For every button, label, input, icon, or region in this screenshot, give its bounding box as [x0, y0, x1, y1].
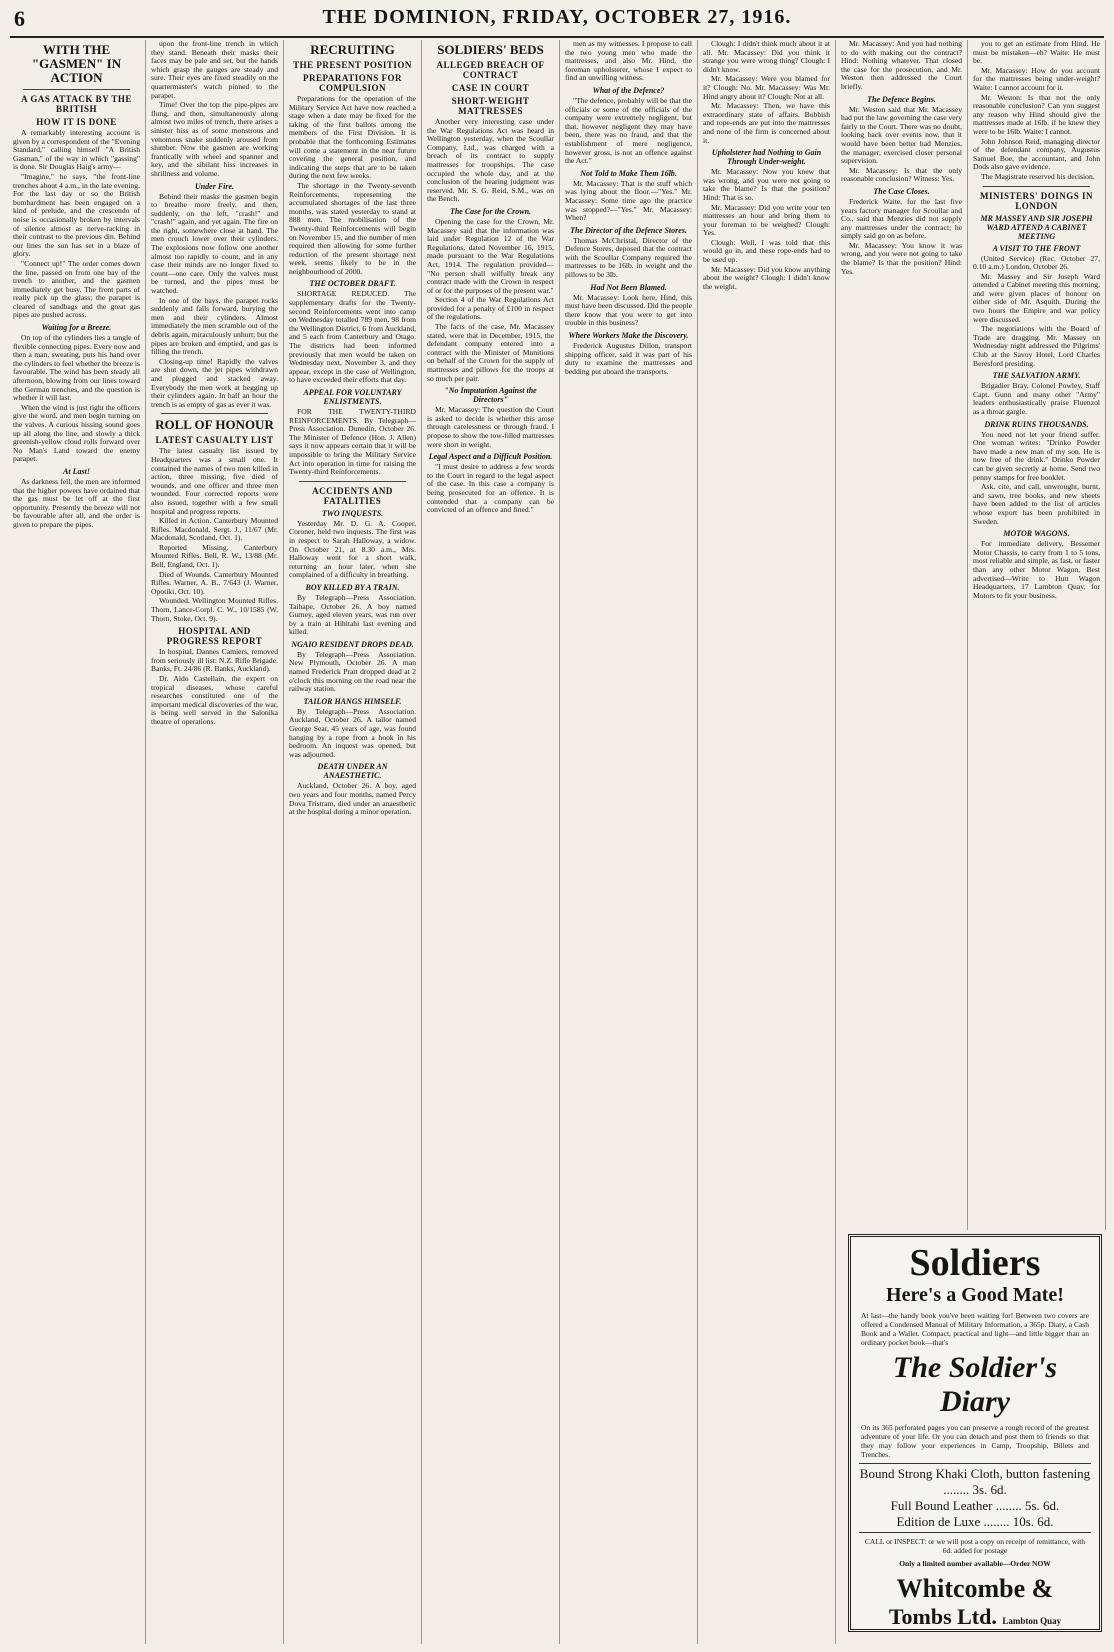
paragraph: On top of the cylinders lies a tangle of flexible connecting pipes. Every now and then a man, sweating, puts his hand over the cylinders to feel whether the breeze is favourable. The wind has been steady all afternoon, blowing from our lines toward the German trenches, and the question is whether it will last. — [13, 333, 140, 403]
section-heading: BOY KILLED BY A TRAIN. — [305, 582, 400, 592]
headline: SOLDIERS' BEDS — [437, 42, 544, 57]
paragraph: Mr. Macassey: And you had nothing to do with making out the contract? Hind: Nothing whatever. That closed the case for the prosecution, and Mr. Weston then addressed the Court briefly. — [841, 40, 962, 91]
section-heading: "No Imputation Against the Directors" — [444, 386, 537, 405]
section-heading: The Director of the Defence Stores. — [570, 225, 687, 235]
paragraph: You need not let your friend suffer. One woman writes: "Drinko Powder have made a new man of my son. He is now free of the drink." Drinko Powder can be given secretly at home. Send two penny stamps for free booklet. — [973, 429, 1100, 482]
section-heading: Waiting for a Breeze. — [41, 323, 112, 333]
ad-limited-text: Only a limited number available—Order NOW — [899, 1559, 1051, 1568]
ad-subheadline: Here's a Good Mate! — [886, 1284, 1064, 1306]
subheading: LATEST CASUALTY LIST — [155, 435, 274, 446]
paragraph: Reported Missing. Canterbury Mounted Rifles. Bell, R. W., 13/88 (Mr. Bell, England, Oct. 1). — [151, 542, 278, 570]
paragraph: John Johnson Reid, managing director of the defendant company, Augustus Samuel Boe, the accountant, and John Dods also gave evidence. — [973, 136, 1100, 172]
ad-company-suffix — [859, 1604, 1091, 1634]
paragraph: Clough: I didn't think much about it at all. Mr. Macassey: Did you think it strange you were wrong thing? Clough: I didn't know. — [703, 40, 830, 74]
paragraph: The shortage in the Twenty-seventh Reinforcements, representing the accumulated shortages of the last three months, was stated yesterday to stand at 888 men. The mobilisation of the Twenty-third Reinforcements will begin on November 15, and the number of men required then allowing for some further reduction of the present shortage next week, seems likely to be in the neighbourhood of 2000. — [289, 180, 416, 276]
price-deluxe: Edition de Luxe ........ 10s. 6d. — [896, 1514, 1054, 1529]
column-2 — [146, 40, 284, 1644]
company-ltd: Tombs Ltd. — [888, 1604, 997, 1629]
paragraph: Mr. Weston said that Mr. Macassey had put the law governing the case very fairly to the Court. There was no doubt, looking back over events now, that it would have been better had Menzies, the manager, exercised closer personal supervision. — [841, 104, 962, 166]
paragraph: Thomas McChristal, Director of the Defence Stores, deposed that the contract with the Scoullar Company required the mattresses to be 16lb. in weight and the pillows to be 3lb. — [565, 235, 692, 280]
paragraph: Mr. Weston: Is that not the only reasonable conclusion? Can you suggest any reason why Hind should give the mattresses made at 16lb. if he knew they were to be 16lb. Waite: I cannot. — [973, 92, 1100, 136]
section-heading: Where Workers Make the Discovery. — [568, 331, 689, 341]
paragraph: Mr. Macassey: The question the Court is asked to decide is whether this arose through carelessness or through fraud. I propose to show the tow-filled mattresses were short in weight. — [427, 405, 554, 449]
section-heading: What of the Defence? — [592, 85, 665, 95]
column-3 — [284, 40, 422, 1644]
subheading: A GAS ATTACK BY THE BRITISH — [21, 94, 132, 114]
paragraph: "Connect up!" The order comes down the line, passed on from one bay of the trench to another, and the gasmen immediately get busy. The front parts of really pick up the glass; the parapet is cleared of sandbags and the great gas pipes are pushed across. — [13, 258, 140, 320]
paragraph: By Telegraph—Press Association. Taihape, October 26. A boy named Gurney, aged eleven years, was run over by a train at Hihitahi last evening and killed. — [289, 592, 416, 637]
company-address: Lambton Quay — [1002, 1616, 1062, 1626]
subheading: THE PRESENT POSITION — [293, 60, 412, 70]
subheading: CASE IN COURT — [451, 83, 530, 93]
paragraph: upon the front-line trench in which they stand. Beneath their masks their faces may be pale and set, but the hands which grasp the gauges are steady and sure. Their eyes are fixed steadily on the quartermaster's watch pinned to the parapet. — [151, 40, 278, 100]
headline: WITH THE "GASMEN" IN ACTION — [31, 42, 122, 85]
subheading: ALLEGED BREACH OF CONTRACT — [436, 60, 545, 80]
subheading: PREPARATIONS FOR COMPULSION — [303, 73, 402, 93]
paragraph: men as my witnesses. I propose to call the two young men who made the mattresses, and also Mr. Hind, the foreman upholsterer, whose I expect to find an unwilling witness. — [565, 40, 692, 83]
section-heading: The Defence Begins. — [867, 94, 936, 104]
subheading: ACCIDENTS AND FATALITIES — [312, 485, 393, 506]
paragraph: Preparations for the operation of the Military Service Act have now reached a stage when a date may be fixed for the taking of the first ballots among the members of the First Division. It is probable that the forthcoming Estimates will come a statement in the near future covering the general position, and indicating the steps that are to be taken during the next few weeks. — [289, 94, 416, 181]
column-5 — [560, 40, 698, 1644]
paragraph: (United Service) (Rec. October 27, 0.10 a.m.) London, October 26. — [973, 253, 1100, 272]
page-number: 6 — [14, 6, 25, 31]
ad-intro-text: At last—the handy book you've been waiting for! Between two covers are offered a Condensed Manual of Military Information, a 365p. Diary, a Cash Book and a Wallet. Compact, practical and light—and little bigger than an ordinary pocket book—that's — [861, 1311, 1089, 1347]
paragraph: The negotiations with the Board of Trade are dragging. Mr. Massey on Wednesday night addressed the Pilgrims' Club at the Savoy Hotel, Lord Charles Beresford presiding. — [973, 324, 1100, 368]
subheading: HOSPITAL AND PROGRESS REPORT — [166, 626, 263, 647]
paragraph: Mr. Macassey: You know it was wrong, and you were not going to take the blame? Is that the position? Hind: Yes. — [841, 240, 962, 276]
column-7 — [836, 40, 968, 1230]
subheading: MR MASSEY AND SIR JOSEPH WARD ATTEND A CABINET MEETING — [980, 213, 1093, 241]
paragraph: The Magistrate reserved his decision. — [981, 171, 1095, 181]
section-heading: TWO INQUESTS. — [321, 508, 384, 518]
paragraph: Frederick Augustus Dillon, transport shipping officer, said it was part of his duty to examine the mattresses and bedding put aboard the transports. — [565, 341, 692, 376]
paragraph: For immediate delivery, Bessemer Motor Chassis, to carry from 1 to 5 tons, most reliable and simple, as fast, or faster than any other Motor Wagon, Best advertised—Write to Hutt Wagon Headquarters, 17 Lambton Quay, for Motors to fit your business. — [973, 539, 1100, 600]
section-heading: Under Fire. — [194, 181, 235, 191]
paragraph: Brigadier Bray, Colonel Powley, Staff Capt. Gunn and many other "Army" leaders enthusiastically praise Fluenzol as a throat gargle. — [973, 381, 1100, 416]
paragraph: Mr. Macassey: Look here, Hind, this must have been discussed. Did the people there know that you were to get into trouble in this business? — [565, 292, 692, 328]
paragraph: Mr. Macassey: Then, we have this extraordinary state of affairs. Bubbish and rope-ends are put into the mattresses and none of the firm is concerned about it. — [703, 101, 830, 145]
section-heading: Legal Aspect and a Difficult Position. — [428, 452, 553, 462]
paragraph: The latest casualty list issued by Headquarters was a small one. It contained the names of two men killed in action, three missing, five died of wounds, and one officer and three men wounded. Four corrected reports were also issued, together with a few small hospital and progress reports. — [151, 446, 278, 516]
ad-headline: Soldiers — [909, 1242, 1041, 1284]
headline: ROLL OF HONOUR — [155, 417, 274, 433]
paragraph: SHORTAGE REDUCED. The supplementary drafts for the Twenty-second Reinforcements went into camp on Wednesday totalled 789 men, 98 from the Wellington District, 6 from Auckland, and 5 each from Canterbury and Otago. The districts had been informed previously that men would be taken on Wednesday next, November 3, and they appear, except in the case of Wellington, to have exceeded their efforts that day. — [289, 289, 416, 385]
paragraph: Died of Wounds. Canterbury Mounted Rifles. Warner, A. B., 7/643 (J. Warner, Opotiki, Oct. 10). — [151, 569, 278, 596]
paragraph: Mr. Macassey: Were you blamed for it? Clough: No. Mr. Macassey: Was Mr. Hind angry about it? Clough: Not at all. — [703, 74, 830, 101]
paragraph: Time! Over the top the pipe-pipes are flung, and then, simultaneously along almost two miles of trench, there arises a sinister hiss as of some monstrous and venomous snake suddenly aroused from slumber. Now the gasmen are working frantically with wheel and spanner and key, and the sibilant hiss increases in shrillness and volume. — [151, 100, 278, 178]
divider — [983, 186, 1090, 187]
masthead — [10, 2, 1104, 38]
paragraph: The facts of the case, Mr. Macassey stated, were that in December, 1915, the defendant company entered into a contract with the Minister of Munitions on behalf of the Crown for the supply of mattresses and pillows for the troops at so much per pair. — [427, 322, 554, 383]
paragraph: Mr. Macassey: Did you know anything about the weight? Clough: I didn't know the weight. — [703, 264, 830, 291]
section-heading: MOTOR WAGONS. — [1003, 529, 1070, 539]
headline: MINISTERS' DOINGS IN LONDON — [979, 190, 1094, 211]
paragraph: Dr. Aldo Castellain, the expert on tropical diseases, whose careful researches constituted one of the important medical discoveries of the war, is being well served in the Salonika theatre of operations. — [151, 674, 278, 726]
paragraph: Frederick Waite, for the last five years factory manager for Scoullar and Co., said that Menzies did not supply any mattresses under the contract; he simply said go on as before. — [841, 196, 962, 241]
section-heading: TAILOR HANGS HIMSELF. — [303, 696, 402, 706]
subheading: SHORT-WEIGHT MATTRESSES — [451, 96, 530, 116]
paragraph: FOR THE TWENTY-THIRD REINFORCEMENTS. By Telegraph—Press Association. Dunedin, October 26. The Minister of Defence (Hon. J. Allen) says it now appears certain that it will be impossible to bring the Military Service Act into operation in time for raising the Twenty-third Reinforcements. — [289, 407, 416, 477]
newspaper-title: THE DOMINION, FRIDAY, OCTOBER 27, 1916. — [322, 6, 792, 28]
column-1 — [8, 40, 146, 1644]
paragraph: Mr. Massey and Sir Joseph Ward attended a Cabinet meeting this morning, and were given places of honour on either side of Mr. Asquith. During the two hours the Empire and war policy were discussed. — [973, 271, 1100, 324]
column-6 — [698, 40, 836, 1644]
section-heading: The Case Closes. — [873, 186, 930, 196]
section-heading: APPEAL FOR VOLUNTARY ENLISTMENTS. — [303, 388, 402, 406]
paragraph: Auckland, October 26. A boy, aged two years and four months, named Percy Dova Tristram, died under an anaesthetic at the hospital during a minor operation. — [289, 781, 416, 817]
soldiers-diary-advertisement — [848, 1234, 1102, 1632]
divider — [161, 413, 268, 414]
paragraph: "The defence, probably will be that the officials or some of the officials of the company were extremely negligent, but that, however negligent they may have been, there was no fraud, and that the establishment of mere negligence, however gross, is not an offence against the Act." — [565, 95, 692, 166]
section-heading: NGAIO RESIDENT DROPS DEAD. — [291, 639, 414, 649]
paragraph: Mr. Macassey: That is the stuff which was lying about the floor.—"Yes." Mr. Macassey: Some time ago the practice was stopped?—"Yes." Mr. Macassey: When? — [565, 178, 692, 223]
paragraph: Clough: Well, I was told that this would go in, and these rope-ends had to be used up. — [703, 237, 830, 265]
section-heading: DRINK RUINS THOUSANDS. — [984, 419, 1089, 429]
section-heading: THE SALVATION ARMY. — [992, 371, 1081, 381]
paragraph: By Telegraph—Press Association. New Plymouth, October 26. A man named Frederick Pratt dropped dead at 2 o'clock this morning on the road near the railway station. — [289, 649, 416, 694]
divider — [23, 89, 130, 90]
column-4 — [422, 40, 560, 1644]
paragraph: Closing-up time! Rapidly the valves are shut down, the jet pipes withdrawn and plugged and stacked away. Everybody the men work at hegging up their cylinders again. In half an hour the trench is as empty of gas as ever it was. — [151, 356, 278, 409]
paragraph: you to get an estimate from Hind. He must be mistaken—eh? Waite: He must be. — [973, 40, 1100, 66]
section-heading: DEATH UNDER AN ANAESTHETIC. — [317, 762, 388, 781]
ad-price-list — [859, 1463, 1091, 1533]
ad-description: On its 365 perforated pages you can preserve a rough record of the greatest adventure of your life. Or you can detach and post them to friends so that they may follow your experiences in Camp, Troopship, Billets and Trenches. — [861, 1423, 1089, 1459]
paragraph: Ask, cite, and call, unwrought, burnt, and sawn, tree books, and new sheets have been added to the list of articles whose export has been prohibited in Sweden. — [973, 482, 1100, 526]
paragraph: In hospital, Dannes Camiers, removed from seriously ill list: N.Z. Rifle Brigade. Banks, Ft. 24/86 (R. Banks, Auckland). — [151, 647, 278, 674]
paragraph: "Imagine," he says, "the front-line trenches about 4 a.m., in the late evening. For the last day or so the British bombardment has been engaged on a kind of prelude, and the crescendo of noise is occasionally broken by intervals of silence almost as nerve-racking in their contrast to the previous din. Behind our lines the sun has set in a blaze of glory. — [13, 171, 140, 259]
ad-product-name: The Soldier's Diary — [892, 1351, 1058, 1418]
paragraph: Killed in Action. Canterbury Mounted Rifles. Macdonald, Sergt. J., 11/67 (Mr. Macdonald, Scotland, Oct. 1). — [151, 516, 278, 543]
paragraph: Mr. Macassey: Now you knew that was wrong, and you were not going to take the blame? Is that the position? Hind: That is so. — [703, 167, 830, 202]
ad-call-text: CALL or INSPECT: or we will post a copy on receipt of remittance, with 6d. added for postage — [864, 1537, 1086, 1555]
paragraph: Section 4 of the War Regulations Act provided for a penalty of £100 in respect of the regulations. — [427, 295, 554, 322]
section-heading: Not Told to Make Them 16lb. — [580, 168, 677, 178]
paragraph: Wounded. Wellington Mounted Rifles. Thorn, Lance-Corpl. C. W., 10/1585 (W. Thorn, Stoke, Oct. 9). — [151, 596, 278, 623]
divider — [299, 481, 406, 482]
ad-company-name: Whitcombe & — [896, 1574, 1054, 1603]
section-heading: At Last! — [63, 466, 90, 476]
paragraph: When the wind is just right the officers give the word, and men begin turning on the valves. A curious hissing sound goes up all along the line, and slowly a thick greenish-yellow cloud rolls forward over No Man's Land toward the enemy parapet. — [13, 402, 140, 464]
subheading: HOW IT IS DONE — [36, 117, 117, 127]
paragraph: Opening the case for the Crown, Mr. Macassey said that the information was laid under Regulation 12 of the War Regulations, dated November 16, 1915, made pursuant to the War Regulations Act, 1914. The regulation provided— "No person shall wilfully break any contract made with the Crown in respect of or for the purposes of the present war." — [427, 216, 554, 295]
column-8 — [968, 40, 1106, 1230]
paragraph: Mr. Macassey: Is that the only reasonable conclusion? Witness: Yes. — [841, 165, 962, 184]
headline: RECRUITING — [310, 42, 395, 57]
paragraph: In one of the bays, the parapet rocks suddenly and falls forward, burying the men and their cylinders. Almost immediately the men scramble out of the debris again, miraculously unhurt; but the pipes are broken and emptied, and gas is filling the trench. — [151, 295, 278, 357]
paragraph: Yesterday Mr. D. G. A. Cooper, Coroner, held two inquests. The first was in respect to Sarah Halloway, a widow. On October 21, at 8.30 a.m., Mrs. Halloway went for a short walk, returning an hour later, when she complained of a difficulty in breathing. — [289, 518, 416, 580]
price-khaki: Bound Strong Khaki Cloth, button fastening ........ 3s. 6d. — [859, 1466, 1091, 1497]
price-leather: Full Bound Leather ........ 5s. 6d. — [890, 1498, 1060, 1513]
subheading: A VISIT TO THE FRONT — [992, 243, 1081, 253]
section-heading: Upholsterer had Nothing to Gain Through Under-weight. — [711, 148, 822, 167]
section-heading: The Case for the Crown. — [449, 206, 532, 216]
section-heading: THE OCTOBER DRAFT. — [309, 279, 396, 289]
paragraph: As darkness fell, the men are informed that the higher powers have ordained that the gas must be let off at the first opportunity. Presently the breeze will not be favourable after all, and the order is given to prepare the pipes. — [13, 476, 140, 529]
paragraph: A remarkably interesting account is given by a correspondent of the "Evening Standard," calling himself "A British Gasman," of the way in which "gassing" is done. Sir Douglas Haig's army— — [13, 128, 140, 172]
paragraph: By Telegraph—Press Association. Auckland, October 26. A tailor named George Sear, 45 years of age, was found hanging by a rope from a hook in his bedroom. An inquest was opened, but was adjourned. — [289, 706, 416, 759]
section-heading: Had Not Been Blamed. — [590, 282, 667, 292]
paragraph: Behind their masks the gasmen begin to breathe more freely, and then, suddenly, on the left, "crash!" and "crash!" again, and yet again. The fire on the right, somewhere close at hand. The men crouch lower over their cylinders. The explosions now follow one another almost too rapidly to count, and in any case their minds are no longer fixed to count—one care. Only the valves must be turned, and the pipes must be watched. — [151, 191, 278, 296]
paragraph: "I must desire to address a few words to the Court in regard to the legal aspect of the case. In this case a company is being prosecuted for an offence. It is contended that a company can be convicted of an offence and fined." — [427, 462, 554, 515]
paragraph: Another very interesting case under the War Regulations Act was heard in Wellington yesterday, when the Scoullar Company, Ltd., was charged with a breach of its contract to supply mattresses for troopships. The case occupied the whole day, and at the conclusion of the hearing judgment was reserved. Mr. S. G. Reid, S.M., was on the Bench. — [427, 117, 554, 204]
paragraph: Mr. Macassey: How do you account for the mattresses being under-weight? Waite: I cannot account for it. — [973, 65, 1100, 92]
paragraph: Mr. Macassey: Did you write your ten mattresses an hour and bring them to your foreman to be weighed? Clough: Yes. — [703, 202, 830, 238]
